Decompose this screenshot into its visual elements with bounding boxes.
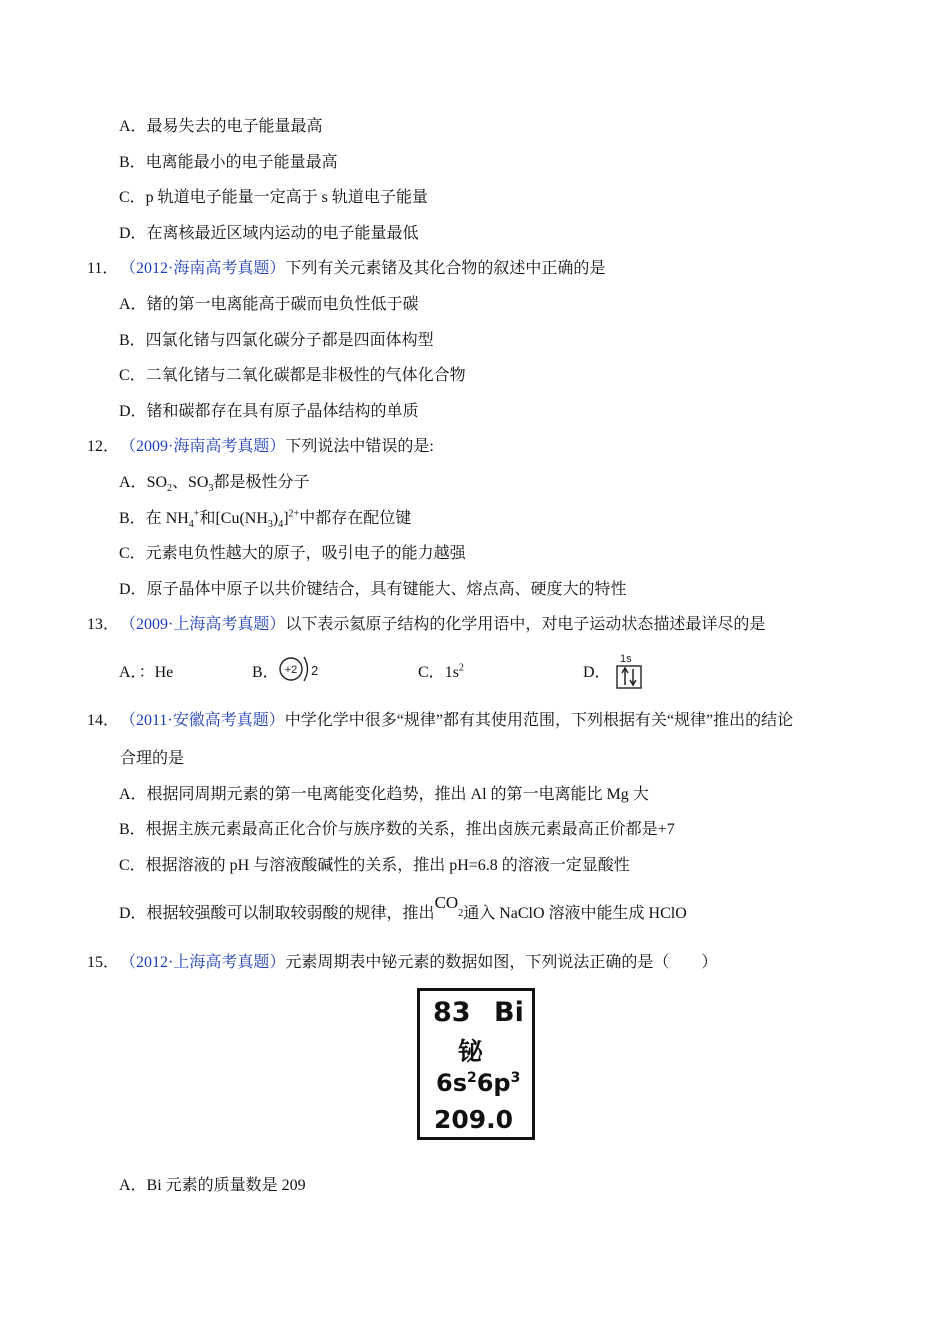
q14-number: 14．: [87, 712, 120, 729]
q13-orbital-diagram: [612, 650, 648, 692]
q13-option-b: B．: [252, 664, 279, 681]
q15-stem-text: 元素周期表中铋元素的数据如图，下列说法正确的是（ ）: [285, 954, 718, 971]
q12-option-b: B．在 $NH_4^+$和$[Cu(NH_3)_4]^{2+}$中都存在配位键: [119, 508, 412, 531]
q11-option-b: B．四氯化锗与四氯化碳分子都是四面体构型: [119, 332, 434, 349]
bismuth-element-card: [417, 988, 535, 1140]
q15-source: （2012·上海高考真题）: [120, 954, 286, 971]
q10-option-c: C．p 轨道电子能量一定高于 s 轨道电子能量: [119, 189, 428, 206]
q14-source: （2011·安徽高考真题）: [120, 712, 285, 729]
q12-option-c: C．元素电负性越大的原子，吸引电子的能力越强: [119, 545, 466, 562]
q13-option-d: D．: [583, 664, 611, 681]
q14-option-a: A．根据同周期元素的第一电离能变化趋势，推出 Al 的第一电离能比 Mg 大: [119, 786, 649, 803]
q13-source: （2009·上海高考真题）: [120, 616, 286, 633]
q11-stem: [120, 258, 605, 280]
q12-option-d: D．原子晶体中原子以共价键结合，具有键能大、熔点高、硬度大的特性: [119, 581, 627, 598]
q11-number: 11．: [87, 260, 119, 277]
q13-stem-text: 以下表示氦原子结构的化学用语中，对电子运动状态描述最详尽的是: [285, 616, 766, 633]
element-atomic-mass: 209.0: [434, 1105, 514, 1134]
q13-stem: [120, 614, 765, 636]
q13-bohr-shell: 2: [311, 663, 319, 678]
q13-orbital-label: 1s: [620, 653, 632, 665]
element-atomic-number: 83: [433, 997, 471, 1028]
q10-option-a: A．最易失去的电子能量最高: [119, 118, 323, 135]
q11-option-a: A．锗的第一电离能高于碳而电负性低于碳: [119, 296, 419, 313]
q14-stem: [120, 710, 793, 732]
q13-bohr-diagram: [276, 652, 320, 688]
q14-stem-cont: 合理的是: [120, 750, 185, 767]
q15-number: 15．: [87, 954, 120, 971]
q12-stem-text: 下列说法中错误的是:: [285, 438, 434, 455]
q14-option-d: D．根据较强酸可以制取较弱酸的规律，推出$CO_2$通入 NaClO 溶液中能生成 HClO: [119, 893, 687, 922]
q12-source: （2009·海南高考真题）: [120, 438, 286, 455]
q13-number: 13．: [87, 616, 120, 633]
element-symbol: Bi: [494, 997, 524, 1028]
element-name: 铋: [458, 1037, 484, 1066]
q11-source: （2012·海南高考真题）: [120, 260, 286, 277]
q11-option-c: C．二氧化锗与二氧化碳都是非极性的气体化合物: [119, 367, 466, 384]
q12-stem: [120, 436, 434, 458]
q15-stem: [120, 952, 717, 974]
q15-option-a: A．Bi 元素的质量数是 209: [119, 1177, 306, 1194]
q10-option-b: B．电离能最小的电子能量最高: [119, 154, 338, 171]
q14-option-c: C．根据溶液的 pH 与溶液酸碱性的关系，推出 pH=6.8 的溶液一定显酸性: [119, 857, 630, 874]
q13-option-c: C．$1s^2$: [418, 662, 464, 681]
q13-bohr-nucleus: +2: [284, 664, 298, 676]
q11-stem-text: 下列有关元素锗及其化合物的叙述中正确的是: [285, 260, 606, 277]
element-electron-config: $6s^26p^3$: [436, 1069, 521, 1097]
q11-option-d: D．锗和碳都存在具有原子晶体结构的单质: [119, 403, 419, 420]
q12-option-a: A．$SO_2$、$SO_3$都是极性分子: [119, 474, 310, 495]
q10-option-d: D．在离核最近区域内运动的电子能量最低: [119, 225, 419, 242]
q12-number: 12．: [87, 438, 120, 455]
q14-option-b: B．根据主族元素最高正化合价与族序数的关系，推出卤族元素最高正价都是+7: [119, 821, 675, 838]
q14-stem-text-1: 中学化学中很多“规律”都有其使用范围，下列根据有关“规律”推出的结论: [284, 712, 794, 729]
q13-option-a: A．：He: [119, 664, 174, 681]
